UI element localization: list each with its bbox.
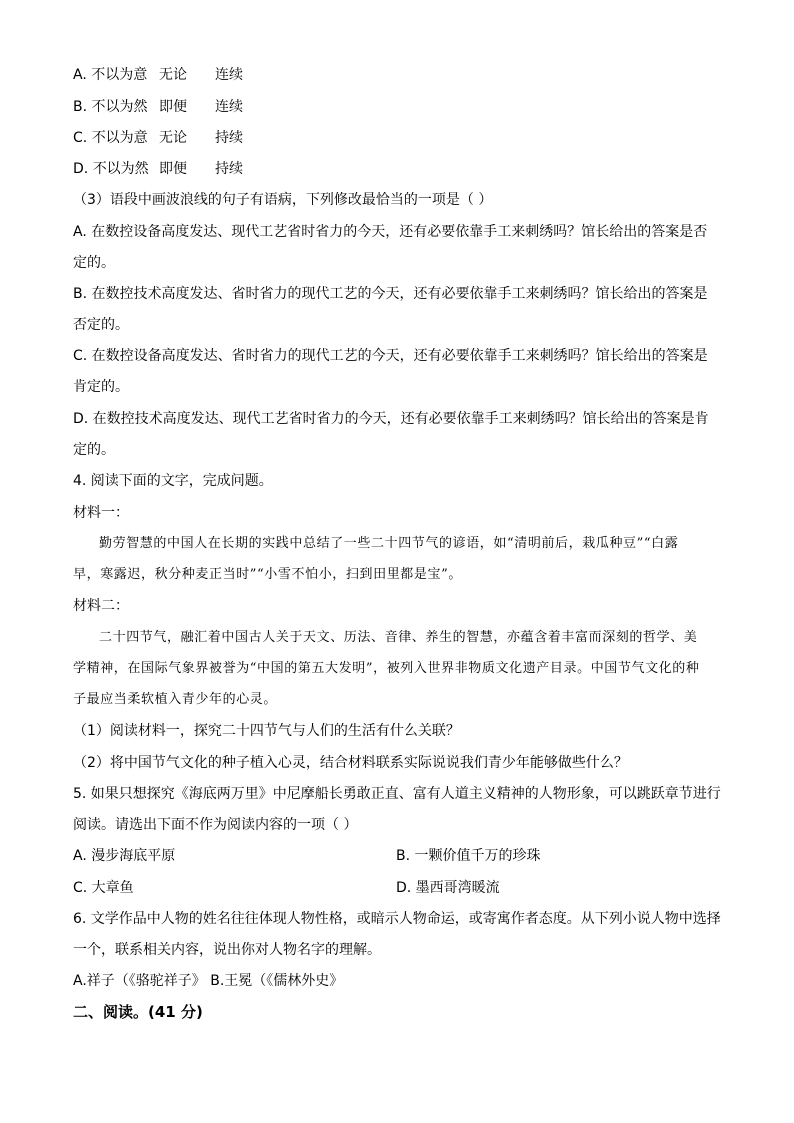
q3-option-b-line1: B. 在数控技术高度发达、省时省力的现代工艺的今天，还有必要依靠手工来刺绣吗？馆长给出的答案是: [73, 286, 708, 302]
q3-option-d-line1: D. 在数控技术高度发达、现代工艺省时省力的今天，还有必要依靠手工来刺绣吗？馆长给出的答案是肯: [73, 411, 709, 427]
option-letter: B.: [73, 99, 88, 115]
q5-stem-line2: 阅读。请选出下面不作为阅读内容的一项（ ）: [73, 817, 358, 833]
q4-stem: 4. 阅读下面的文字，完成问题。: [73, 473, 273, 489]
option-word-3: 连续: [215, 67, 243, 83]
q4-sub1: （1）阅读材料一，探究二十四节气与人们的生活有什么关联？: [73, 723, 460, 739]
q6-stem-line1: 6. 文学作品中人物的姓名往往体现人物性格，或暗示人物命运，或寄寓作者态度。从下列小说人物中选择: [73, 911, 721, 927]
q3-option-a-line1: A. 在数控设备高度发达、现代工艺省时省力的今天，还有必要依靠手工来刺绣吗？馆长给出的答案是否: [73, 224, 708, 240]
q2-option-d: [73, 159, 243, 179]
q3-option-b-line2: 否定的。: [73, 317, 129, 333]
material2-line1: 二十四节气，融汇着中国古人关于天文、历法、音律、养生的智慧，亦蕴含着丰富而深刻的哲学、美: [99, 630, 698, 645]
q6-stem-line2: 一个，联系相关内容，说出你对人物名字的理解。: [73, 942, 381, 958]
section-heading: 二、阅读。(41 分): [73, 1003, 203, 1021]
q5-option-d: D. 墨西哥湾暖流: [396, 880, 500, 896]
option-word-1: 不以为意: [91, 67, 148, 83]
material1-line1: 勤劳智慧的中国人在长期的实践中总结了一些二十四节气的谚语，如“清明前后，栽瓜种豆”“白露: [99, 536, 679, 551]
q5-stem-line1: 5. 如果只想探究《海底两万里》中尼摩船长勇敢正直、富有人道主义精神的人物形象，可以跳跃章节进行: [73, 786, 721, 802]
option-word-2: 即便: [159, 161, 187, 177]
q5-option-c: C. 大章鱼: [73, 880, 134, 896]
q2-option-b: [73, 97, 243, 117]
option-word-2: 无论: [159, 130, 187, 146]
q5-options-row1: [73, 846, 673, 866]
q6-choices: A.祥子（《骆驼祥子》 B.王冕（《儒林外史》: [73, 973, 344, 989]
material2-line2: 学精神，在国际气象界被誉为“中国的第五大发明”，被列入世界非物质文化遗产目录。中国节气文化的种: [73, 661, 700, 676]
option-word-1: 不以为然: [92, 161, 149, 177]
q2-option-c: [73, 128, 243, 148]
material1-line2: 早，寒露迟，秋分种麦正当时”“小雪不怕小，扫到田里都是宝”。: [73, 567, 462, 582]
material1-label: 材料一：: [73, 505, 129, 521]
option-word-1: 不以为然: [91, 99, 148, 115]
q3-option-d-line2: 定的。: [73, 442, 115, 458]
option-word-2: 无论: [159, 67, 187, 83]
option-word-3: 连续: [215, 99, 243, 115]
q3-option-a-line2: 定的。: [73, 255, 115, 271]
option-word-3: 持续: [215, 161, 243, 177]
material2-label: 材料二：: [73, 598, 129, 614]
option-letter: C.: [73, 130, 88, 146]
q5-option-a: A. 漫步海底平原: [73, 848, 176, 864]
option-word-3: 持续: [215, 130, 243, 146]
q3-stem: （3）语段中画波浪线的句子有语病，下列修改最恰当的一项是（ ）: [73, 192, 493, 208]
q5-option-b: B. 一颗价值千万的珍珠: [396, 848, 541, 864]
option-word-1: 不以为意: [91, 130, 148, 146]
q2-option-a: [73, 65, 243, 85]
option-letter: A.: [73, 67, 87, 83]
q3-option-c-line2: 肯定的。: [73, 379, 129, 395]
material2-line3: 子最应当柔软植入青少年的心灵。: [73, 692, 278, 707]
q3-option-c-line1: C. 在数控设备高度发达、省时省力的现代工艺的今天，还有必要依靠手工来刺绣吗？馆长给出的答案是: [73, 348, 708, 364]
option-word-2: 即便: [159, 99, 187, 115]
option-letter: D.: [73, 161, 89, 177]
q4-sub2: （2）将中国节气文化的种子植入心灵，结合材料联系实际说说我们青少年能够做些什么？: [73, 755, 628, 771]
q5-options-row2: [73, 878, 673, 898]
